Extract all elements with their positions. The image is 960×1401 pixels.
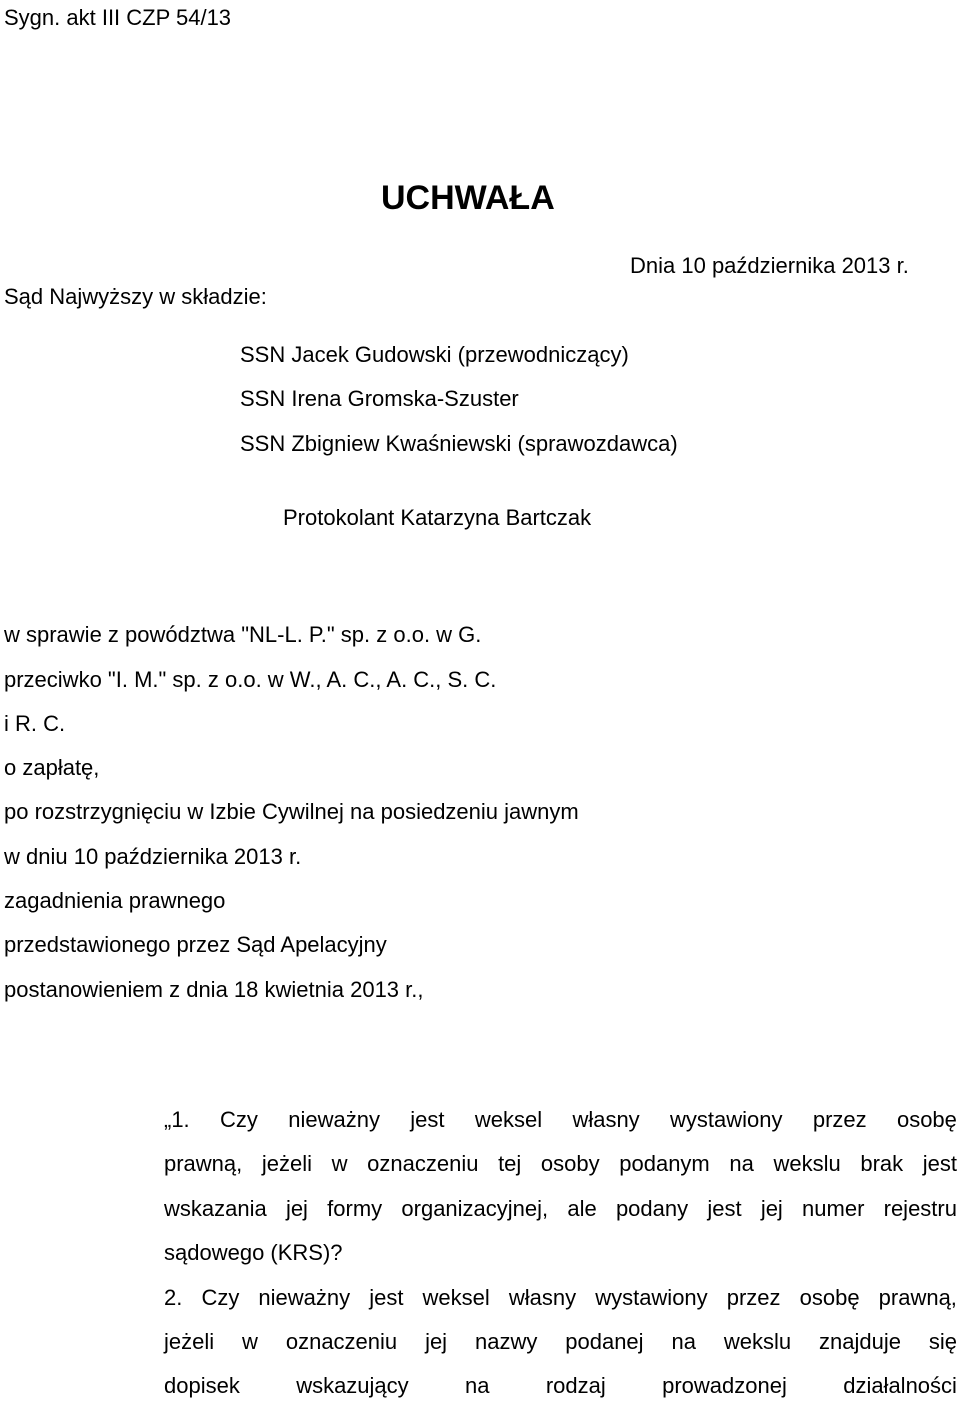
word: brak: [860, 1151, 904, 1176]
panel-member: SSN Jacek Gudowski (przewodniczący): [240, 342, 629, 367]
word: wekslu: [773, 1151, 841, 1176]
panel-member: SSN Zbigniew Kwaśniewski (sprawozdawca): [240, 431, 678, 456]
case-line: zagadnienia prawnego: [4, 888, 226, 913]
word: osobę: [799, 1285, 860, 1310]
word: się: [928, 1329, 957, 1354]
word: nieważny: [288, 1107, 380, 1132]
word: nieważny: [258, 1285, 351, 1310]
word: formy: [327, 1196, 383, 1221]
word: przez: [726, 1285, 781, 1310]
word: numer: [802, 1196, 865, 1221]
word: weksel: [422, 1285, 490, 1310]
word: jej: [425, 1329, 448, 1354]
question-line: [164, 1151, 957, 1177]
document-date: Dnia 10 października 2013 r.: [630, 253, 909, 278]
word: w: [242, 1329, 258, 1354]
document-title: UCHWAŁA: [381, 179, 555, 217]
word: jej: [285, 1196, 308, 1221]
case-line: przeciwko "I. M." sp. z o.o. w W., A. C., A. C., S. C.: [4, 667, 497, 692]
word: wskazujący: [296, 1373, 409, 1398]
question-line: [164, 1107, 957, 1133]
case-line: w sprawie z powództwa "NL-L. P." sp. z o.o. w G.: [4, 622, 482, 647]
question-line: sądowego (KRS)?: [164, 1240, 343, 1265]
word: jest: [410, 1107, 445, 1132]
word: rodzaj: [545, 1373, 606, 1398]
word: podany: [615, 1196, 689, 1221]
word: własny: [572, 1107, 640, 1132]
word: osoby: [540, 1151, 600, 1176]
word: Czy: [201, 1285, 240, 1310]
word: prawną,: [878, 1285, 957, 1310]
question-line: [164, 1196, 957, 1222]
word: na: [671, 1329, 696, 1354]
word: weksel: [474, 1107, 543, 1132]
word: tej: [498, 1151, 522, 1176]
word: wystawiony: [595, 1285, 708, 1310]
word: przez: [812, 1107, 867, 1132]
word: na: [465, 1373, 490, 1398]
word: wskazania: [164, 1196, 267, 1221]
word: jest: [922, 1151, 957, 1176]
word: jeżeli: [261, 1151, 313, 1176]
word: podanym: [619, 1151, 710, 1176]
word: jest: [707, 1196, 742, 1221]
word: jest: [369, 1285, 404, 1310]
word: znajduje: [819, 1329, 901, 1354]
case-line: przedstawionego przez Sąd Apelacyjny: [4, 932, 387, 957]
word: w: [331, 1151, 348, 1176]
question-line: [164, 1285, 957, 1311]
case-line: w dniu 10 października 2013 r.: [4, 844, 302, 869]
word: osobę: [896, 1107, 957, 1132]
word: nazwy: [474, 1329, 538, 1354]
word: prawną,: [164, 1151, 243, 1176]
word: prowadzonej: [662, 1373, 787, 1398]
word: na: [729, 1151, 754, 1176]
word: jej: [760, 1196, 783, 1221]
court-composition-label: Sąd Najwyższy w składzie:: [4, 284, 267, 309]
clerk: Protokolant Katarzyna Bartczak: [283, 505, 592, 530]
word: Czy: [220, 1107, 258, 1132]
word: oznaczeniu: [367, 1151, 479, 1176]
panel-member: SSN Irena Gromska-Szuster: [240, 386, 519, 411]
case-line: i R. C.: [4, 711, 66, 736]
word: oznaczeniu: [285, 1329, 398, 1354]
word: ale: [567, 1196, 597, 1221]
word: własny: [508, 1285, 577, 1310]
word: „1.: [164, 1107, 190, 1132]
case-line: postanowieniem z dnia 18 kwietnia 2013 r.,: [4, 977, 424, 1002]
word: 2.: [164, 1285, 183, 1310]
word: wekslu: [723, 1329, 792, 1354]
case-line: o zapłatę,: [4, 755, 100, 780]
word: rejestru: [883, 1196, 957, 1221]
question-line: [164, 1329, 957, 1355]
word: organizacyjnej,: [401, 1196, 549, 1221]
case-number: Sygn. akt III CZP 54/13: [4, 5, 232, 30]
word: podanej: [565, 1329, 644, 1354]
case-line: po rozstrzygnięciu w Izbie Cywilnej na posiedzeniu jawnym: [4, 799, 579, 824]
word: działalności: [843, 1373, 957, 1398]
word: dopisek: [164, 1373, 240, 1398]
question-line: [164, 1373, 957, 1399]
word: jeżeli: [164, 1329, 215, 1354]
word: wystawiony: [670, 1107, 783, 1132]
